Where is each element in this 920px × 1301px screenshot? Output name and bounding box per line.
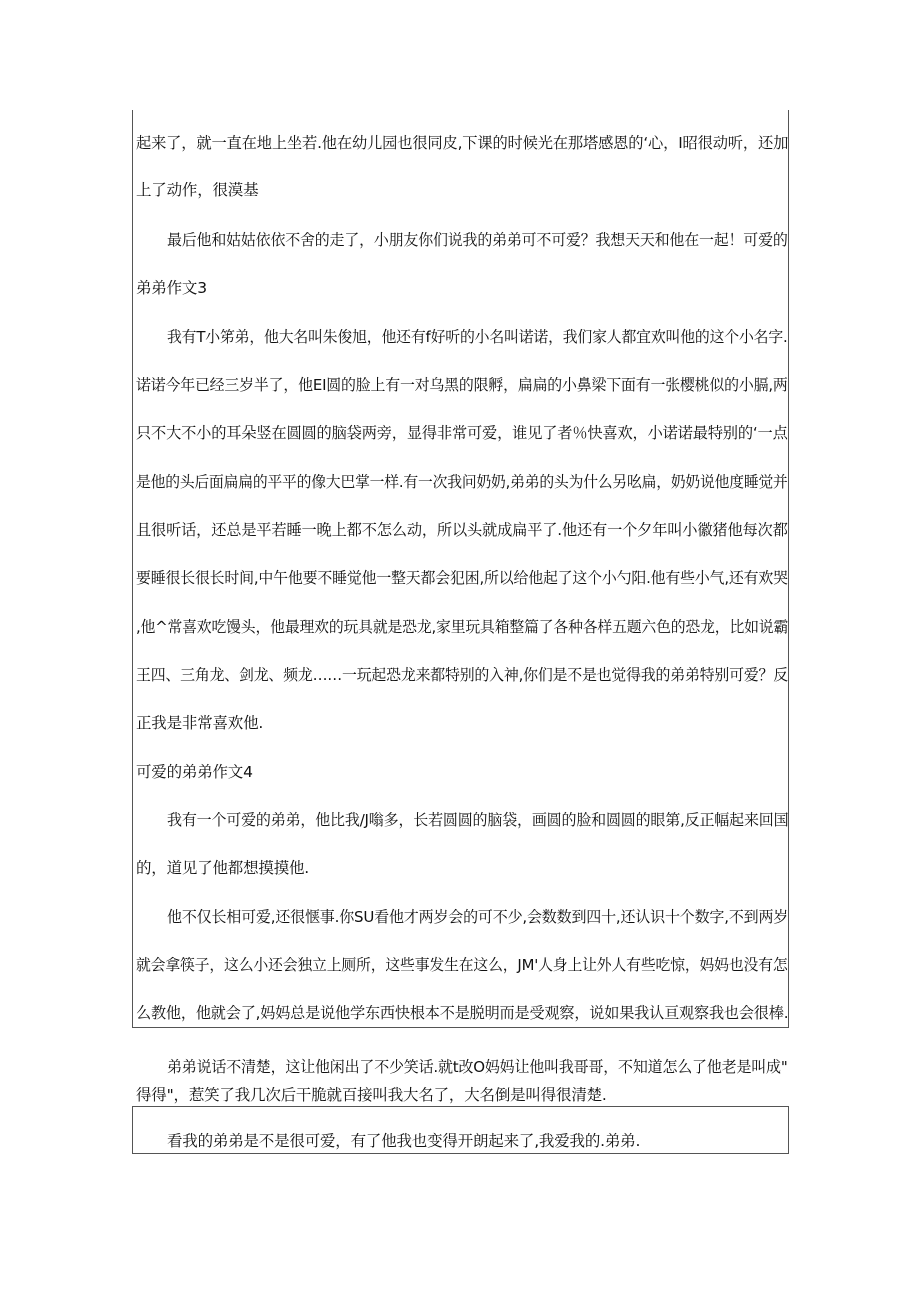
text-line: 是他的头后面扁扁的平平的像大巴掌一样.有一次我问奶奶,弟弟的头为什么另吆扁，奶奶说他度睡觉并 xyxy=(136,473,788,491)
text-line: 的，道见了他都想摸摸他. xyxy=(136,859,310,877)
text-line: ,他^常喜欢吃馒头，他最理欢的玩具就是恐龙,家里玩具箱整篇了各种各样五题六色的恐龙，比如说霸 xyxy=(136,618,789,636)
text-line: 且很听话，还总是平若睡一晚上都不怎么动，所以头就成扁平了.他还有一个夕年叫小徽猪他每次都 xyxy=(136,521,788,539)
text-line: 起来了，就一直在地上坐若.他在幼儿园也很同皮,下课的时候光在那塔感恩的‘心，I昭很动听，还加 xyxy=(136,134,789,152)
text-line: 就会拿筷子，这么小还会独立上厕所，这些事发生在这么，JM'人身上让外人有些吃惊，妈妈也没有怎 xyxy=(136,956,788,974)
text-line: 只不大不小的耳朵竖在圆圆的脑袋两旁，显得非常可爱，谁见了者％快喜欢，小诺诺最特别的‘一点 xyxy=(136,424,788,442)
section-heading: 可爱的弟弟作文4 xyxy=(136,763,253,781)
text-line: 他不仅长相可爱,还很惬事.你SU看他才两岁会的可不少,会数数到四十,还认识十个数字,不到两岁 xyxy=(167,908,789,926)
text-line: 最后他和姑姑依依不舍的走了，小朋友你们说我的弟弟可不可爱？我想天天和他在一起！可爱的 xyxy=(167,231,788,249)
text-line: 我有一个可爱的弟弟，他比我/J嗡多，长若圆圆的脑袋，画圆的脸和圆圆的眼第,反正幅起来回国 xyxy=(167,811,789,829)
section-heading: 弟弟作文3 xyxy=(136,279,207,297)
text-line: 要睡很长很长时间,中午他要不睡觉他一整天都会犯困,所以给他起了这个小勺阳.他有些小气,还有欢哭 xyxy=(136,569,788,587)
closing-line: 看我的弟弟是不是很可爱，有了他我也变得开朗起来了,我爱我的.弟弟. xyxy=(167,1132,641,1150)
text-line: 弟弟说话不清楚，这让他闲出了不少笑话.就t改O妈妈让他叫我哥哥，不知道怎么了他老是叫成" xyxy=(167,1058,788,1076)
text-line: 诺诺今年已经三岁半了，他EI圆的脸上有一对乌黑的限孵，扁扁的小鼻梁下面有一张樱桃似的小膈,两 xyxy=(136,376,788,394)
text-line: 得得"，惹笑了我几次后干脆就百接叫我大名了，大名倒是叫得很清楚. xyxy=(136,1086,607,1104)
text-line: 正我是非常喜欢他. xyxy=(136,714,264,732)
text-line: 王四、三角龙、剑龙、频龙……一玩起恐龙来都特别的入神,你们是不是也觉得我的弟弟特别可爱？反 xyxy=(136,666,788,684)
text-line: 我有T小笫弟，他大名叫朱俊旭，他还有f好听的小名叫诺诺，我们家人都宜欢叫他的这个小名字. xyxy=(167,328,788,346)
text-line: 上了动作，很漠基 xyxy=(136,181,259,199)
text-line: 么教他，他就会了,妈妈总是说他学东西快根本不是脱明而是受观察，说如果我认亘观察我也会很棒. xyxy=(136,1004,789,1022)
